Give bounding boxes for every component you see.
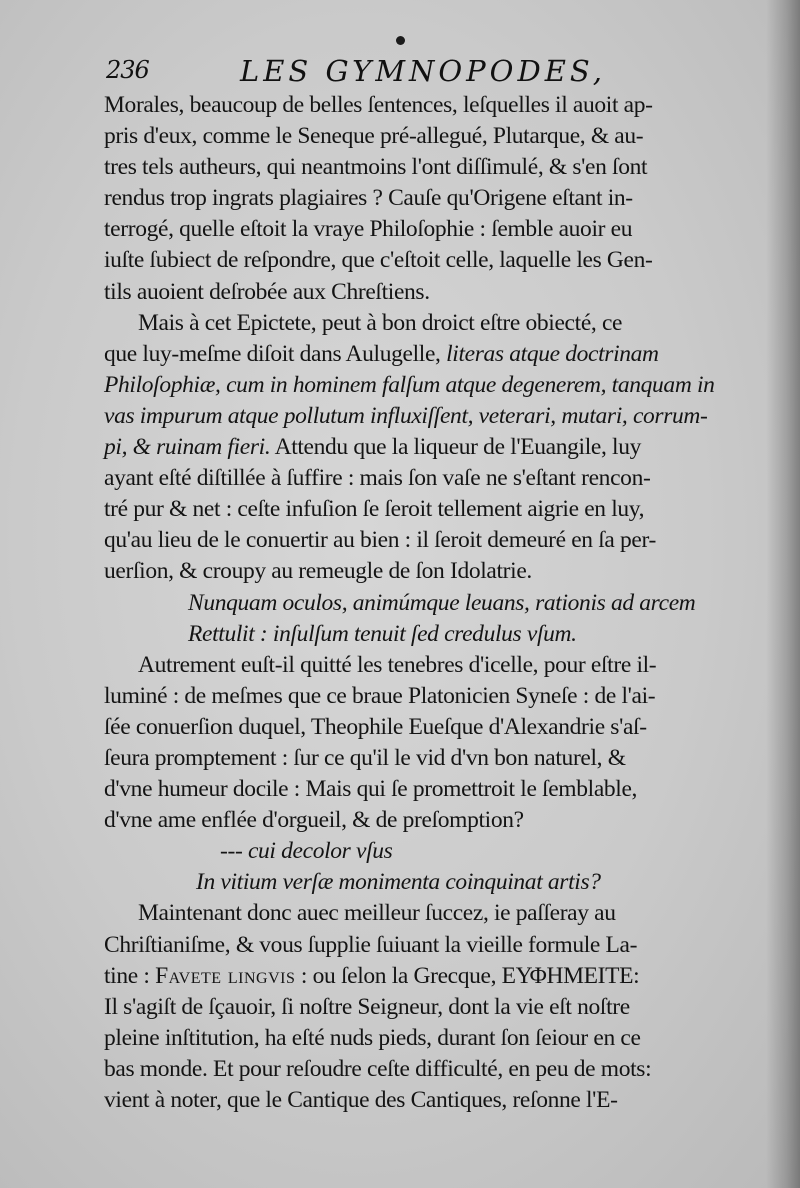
- text-line: [104, 183, 740, 214]
- text-segment: Morales, beaucoup de belles ſentences, leſquelles il auoit ap-: [104, 92, 653, 118]
- text-segment: d'vne ame enflée d'orgueil, & de preſomption?: [104, 807, 524, 834]
- text-line: [104, 432, 740, 463]
- text-line: [104, 836, 740, 867]
- text-segment: uerſion, & croupy au remeugle de ſon Idolatrie.: [104, 558, 532, 585]
- text-line: [104, 152, 740, 183]
- text-segment: ayant eſté diſtillée à ſuffire : mais ſon vaſe ne s'eſtant rencon-: [104, 465, 651, 492]
- text-line: [104, 277, 740, 308]
- text-segment: terrogé, quelle eſtoit la vraye Philoſophie : ſemble auoir eu: [104, 216, 633, 243]
- text-segment: Nunquam oculos, animúmque leuans, rationis ad arcem: [188, 589, 696, 616]
- running-title: LES GYMNOPODES,: [240, 54, 606, 88]
- text-line: [104, 214, 740, 245]
- text-segment: Il s'agiſt de ſçauoir, ſi noſtre Seigneur, dont la vie eſt noſtre: [104, 993, 630, 1020]
- text-line: [104, 867, 740, 898]
- text-line: [104, 898, 740, 929]
- text-line: [104, 930, 740, 961]
- page-header: [106, 50, 746, 90]
- text-segment: Attendu que la liqueur de l'Euangile, luy: [270, 434, 642, 461]
- ink-dot: [396, 36, 405, 45]
- text-segment: luminé : de meſmes que ce braue Platonicien Syneſe : de l'ai-: [104, 682, 656, 709]
- text-line: [104, 494, 740, 525]
- text-line: [104, 650, 740, 681]
- text-segment: ſeura promptement : ſur ce qu'il le vid d'vn bon naturel, &: [104, 744, 626, 771]
- text-segment: vas impurum atque pollutum influxiſſent, veterari, mutari, corrum-: [104, 402, 708, 429]
- text-line: [104, 619, 740, 650]
- text-line: [104, 339, 740, 370]
- text-segment: qu'au lieu de le conuertir au bien : il ſeroit demeuré en ſa per-: [104, 527, 656, 554]
- text-segment: rendus trop ingrats plagiaires ? Cauſe qu'Origene eſtant in-: [104, 185, 633, 212]
- text-segment: que luy-meſme diſoit dans Aulugelle,: [104, 340, 447, 367]
- text-line: [104, 681, 740, 712]
- text-line: [104, 1023, 740, 1054]
- text-segment: Favete lingvis: [155, 962, 296, 989]
- text-segment: pris d'eux, comme le Seneque pré-allegué, Plutarque, & au-: [104, 123, 644, 150]
- text-segment: tré pur & net : ceſte infuſion ſe ſeroit tellement aigrie en luy,: [104, 496, 645, 523]
- text-line: [104, 743, 740, 774]
- text-segment: bas monde. Et pour reſoudre ceſte difficulté, en peu de mots:: [104, 1055, 652, 1082]
- text-segment: tres tels autheurs, qui neantmoins l'ont diſſimulé, & s'en ſont: [104, 154, 648, 181]
- text-line: [104, 1085, 740, 1116]
- body-text: [104, 90, 740, 1116]
- text-line: [104, 805, 740, 836]
- text-segment: Autrement euſt-il quitté les tenebres d'icelle, pour eſtre il-: [138, 651, 657, 678]
- text-segment: iuſte ſubiect de reſpondre, que c'eſtoit celle, laquelle les Gen-: [104, 247, 653, 274]
- text-segment: Philoſophiæ, cum in hominem falſum atque degenerem, tanquam in: [104, 371, 715, 398]
- text-line: [104, 121, 740, 152]
- text-line: [104, 556, 740, 587]
- text-line: [104, 245, 740, 276]
- text-segment: d'vne humeur docile : Mais qui ſe promettroit le ſemblable,: [104, 776, 638, 803]
- text-line: [104, 774, 740, 805]
- text-segment: ſée conuerſion duquel, Theophile Eueſque d'Alexandrie s'aſ-: [104, 713, 647, 740]
- text-segment: vient à noter, que le Cantique des Cantiques, reſonne l'E-: [104, 1087, 618, 1113]
- text-segment: Chriſtianiſme, & vous ſupplie ſuiuant la vieille formule La-: [104, 931, 638, 958]
- text-line: [104, 90, 740, 121]
- text-line: [104, 1054, 740, 1085]
- text-segment: tils auoient deſrobée aux Chreſtiens.: [104, 278, 430, 305]
- page-number: 236: [106, 56, 149, 84]
- text-segment: tine :: [104, 962, 156, 989]
- text-line: [104, 525, 740, 556]
- text-line: [104, 961, 740, 992]
- text-segment: Mais à cet Epictete, peut à bon droict eſtre obiecté, ce: [138, 309, 623, 336]
- text-line: [104, 588, 740, 619]
- text-segment: Rettulit : inſulſum tenuit ſed credulus vſum.: [188, 620, 577, 647]
- text-segment: literas atque doctrinam: [446, 340, 659, 367]
- text-line: [104, 308, 740, 339]
- text-segment: Maintenant donc auec meilleur ſuccez, ie paſſeray au: [138, 900, 616, 927]
- text-line: [104, 401, 740, 432]
- text-line: [104, 370, 740, 401]
- text-segment: --- cui decolor vſus: [220, 838, 393, 865]
- page-edge-shadow: [766, 0, 800, 1188]
- text-segment: pi, & ruinam fieri.: [104, 434, 271, 461]
- text-segment: In vitium verſæ monimenta coinquinat artis?: [196, 869, 601, 896]
- text-line: [104, 992, 740, 1023]
- text-segment: pleine inſtitution, ha eſté nuds pieds, durant ſon ſeiour en ce: [104, 1024, 641, 1051]
- text-segment: : ou ſelon la Grecque, ΕΥΦΗΜΕΙΤΕ:: [295, 962, 640, 989]
- text-line: [104, 463, 740, 494]
- text-line: [104, 712, 740, 743]
